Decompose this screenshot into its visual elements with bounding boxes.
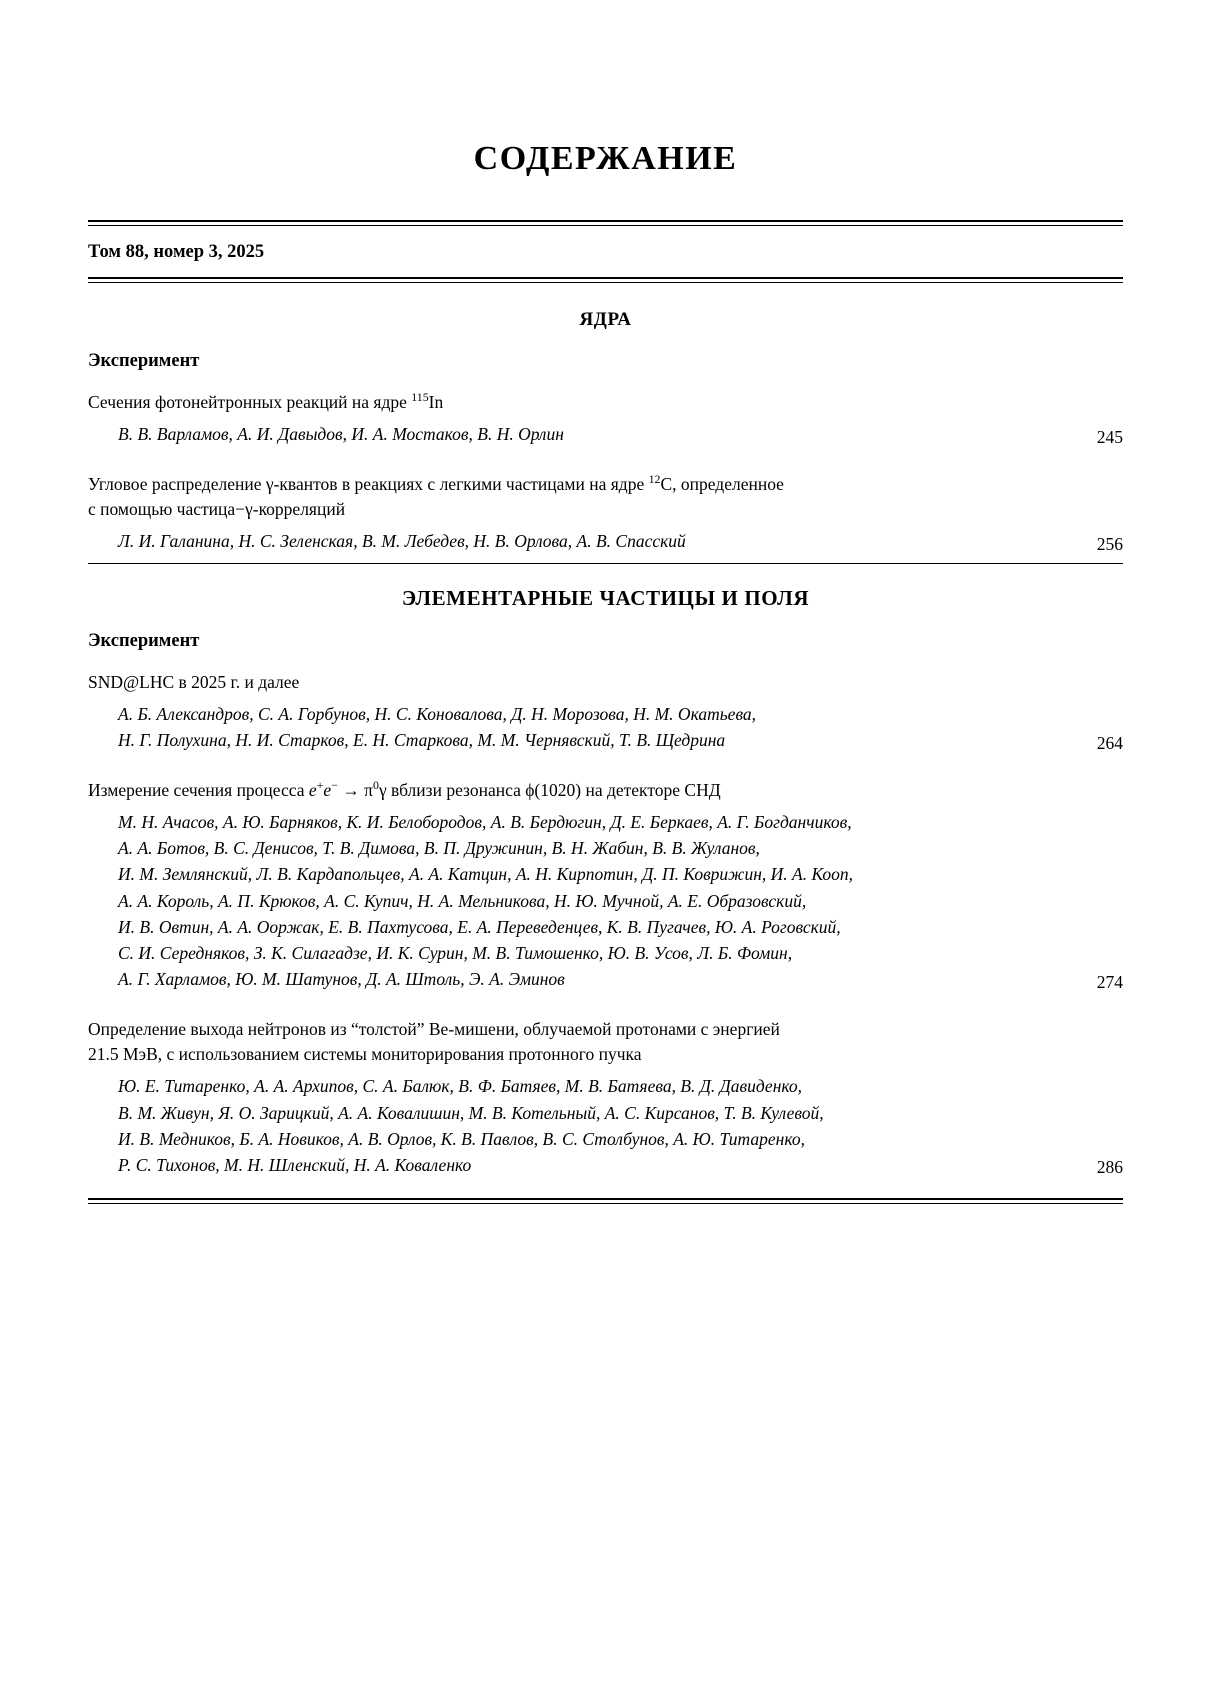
entry-title: Угловое распределение γ-квантов в реакциях с легкими частицами на ядре $^{12}$C, определенное с помощью частица−γ-корреляций bbox=[88, 471, 784, 519]
entry-page-number: 274 bbox=[1096, 971, 1123, 992]
entry-authors-row bbox=[88, 809, 1123, 993]
entry-title: Измерение сечения процесса $e^+e^- \to \pi^0\gamma$ вблизи резонанса ϕ(1020) на детекторе СНД bbox=[88, 777, 721, 800]
entry-title: SND@LHC в 2025 г. и далее bbox=[88, 671, 300, 692]
toc-entry[interactable] bbox=[88, 670, 1123, 754]
section-particles-fields bbox=[88, 586, 1123, 1179]
entry-authors: Ю. Е. Титаренко, А. А. Архипов, С. А. Балюк, В. Ф. Батяев, М. В. Батяева, В. Д. Давиденко, В. М. Живун, Я. О. Зарицкий, А. А. Ковалишин, М. В. Котельный, А. С. Кирсанов, Т. В. Кулевой, И. В. Медников, Б. А. Новиков, А. В. Орлов, К. В. Павлов, В. С. Столбунов, А. Ю. Титаренко, Р. С. Тихонов, М. Н. Шленский, Н. А. Коваленко bbox=[118, 1076, 824, 1176]
toc-entry[interactable] bbox=[88, 390, 1123, 448]
divider-bottom bbox=[88, 1198, 1123, 1204]
subsection-heading: Эксперимент bbox=[88, 630, 200, 651]
entry-page-number: 286 bbox=[1096, 1157, 1123, 1178]
section-heading: ЯДРА bbox=[579, 309, 632, 330]
entry-title: Сечения фотонейтронных реакций на ядре $^{115}$In bbox=[88, 390, 444, 412]
divider-between-sections bbox=[88, 563, 1123, 564]
divider-under-volume bbox=[88, 277, 1123, 283]
entry-authors: Л. И. Галанина, Н. С. Зеленская, В. М. Лебедев, Н. В. Орлова, А. В. Спасский bbox=[118, 531, 686, 552]
toc-entry[interactable] bbox=[88, 778, 1123, 993]
section-nuclei bbox=[88, 309, 1123, 555]
entry-authors: М. Н. Ачасов, А. Ю. Барняков, К. И. Белобородов, А. В. Бердюгин, Д. Е. Беркаев, А. Г. Богданчиков, А. А. Ботов, В. С. Денисов, Т. В. Димова, В. П. Дружинин, В. Н. Жабин, В. В. Жуланов, И. М. Землянский, Л. В. Кардапольцев, А. А. Катцин, А. Н. Кирпотин, Д. П. Коврижин, И. А. Кооп, А. А. Король, А. П. Крюков, А. С. Купич, Н. А. Мельникова, Н. Ю. Мучной, А. Е. Образовский, И. В. Овтин, А. А. Ооржак, Е. В. Пахтусова, Е. А. Переведенцев, К. В. Пугачев, Ю. А. Роговский, С. И. Середняков, З. К. Силагадзе, И. К. Сурин, М. В. Тимошенко, Ю. В. Усов, Л. Б. Фомин, А. Г. Харламов, Ю. М. Шатунов, Д. А. Штоль, Э. А. Эминов bbox=[118, 811, 854, 990]
toc-entry[interactable] bbox=[88, 1017, 1123, 1179]
subsection-heading: Эксперимент bbox=[88, 351, 200, 371]
entry-authors: В. В. Варламов, А. И. Давыдов, И. А. Мостаков, В. Н. Орлин bbox=[118, 424, 564, 445]
entry-title: Определение выхода нейтронов из “толстой” Ве-мишени, облучаемой протонами с энергией 21.5 МэВ, с использованием системы мониторирования протонного пучка bbox=[88, 1018, 780, 1064]
entry-authors: А. Б. Александров, С. А. Горбунов, Н. С. Коновалова, Д. Н. Морозова, Н. М. Окатьева, Н. Г. Полухина, Н. И. Старков, Е. Н. Старкова, М. М. Чернявский, Т. В. Щедрина bbox=[118, 704, 757, 751]
entry-page-number: 256 bbox=[1096, 533, 1123, 554]
divider-bottom-wrap bbox=[88, 1198, 1123, 1204]
entry-page-number: 264 bbox=[1096, 732, 1123, 753]
entry-authors-row bbox=[88, 701, 1123, 754]
entry-page-number: 245 bbox=[1096, 426, 1123, 447]
entry-authors-row bbox=[88, 421, 1123, 447]
toc-content bbox=[88, 140, 1123, 1204]
entry-authors-row bbox=[88, 528, 1123, 554]
section-heading: ЭЛЕМЕНТАРНЫЕ ЧАСТИЦЫ И ПОЛЯ bbox=[401, 585, 810, 610]
entry-authors-row bbox=[88, 1073, 1123, 1178]
toc-entry[interactable] bbox=[88, 472, 1123, 555]
volume-issue-line: Том 88, номер 3, 2025 bbox=[88, 242, 265, 262]
page-title: СОДЕРЖАНИЕ bbox=[473, 140, 738, 177]
